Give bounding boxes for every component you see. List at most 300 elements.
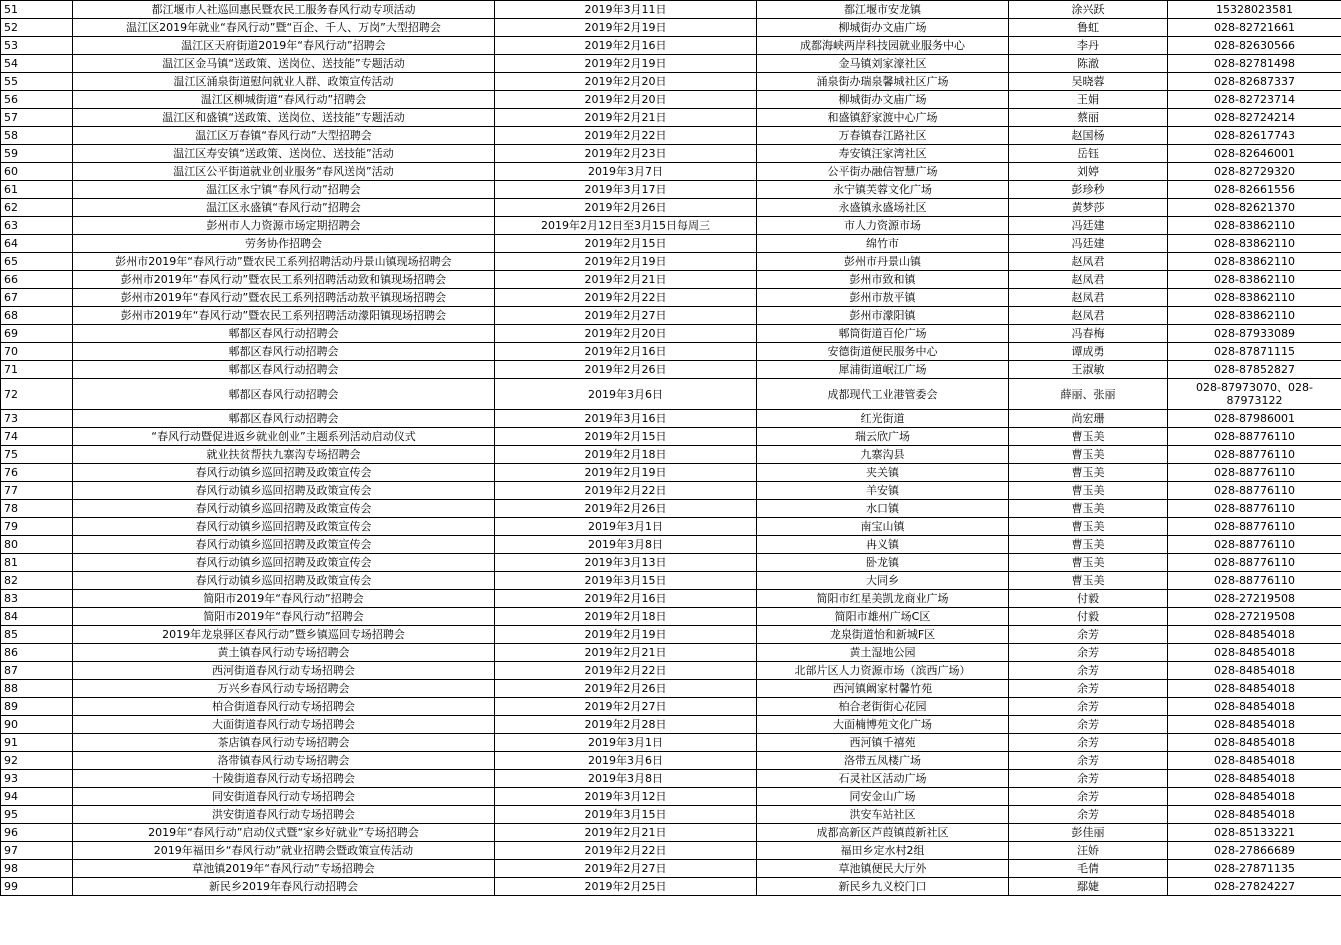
phone-cell: 028-27871135 [1168,860,1341,878]
event-date-cell: 2019年2月20日 [495,91,757,109]
venue-cell: 和盛镇舒家渡中心广场 [757,109,1009,127]
contact-person-cell: 鲁虹 [1009,19,1168,37]
row-number-cell: 91 [1,734,73,752]
venue-cell: 草池镇便民大厅外 [757,860,1009,878]
contact-person-cell: 付毅 [1009,608,1168,626]
contact-person-cell: 岳钰 [1009,145,1168,163]
table-row [1,73,1341,91]
row-number-cell: 83 [1,590,73,608]
contact-person-cell: 余芳 [1009,752,1168,770]
contact-person-cell: 余芳 [1009,698,1168,716]
event-name-cell: 春风行动镇乡巡回招聘及政策宣传会 [73,464,495,482]
venue-cell: 成都现代工业港管委会 [757,379,1009,410]
table-body [1,1,1341,896]
venue-cell: 寿安镇汪家湾社区 [757,145,1009,163]
event-name-cell: “春风行动暨促进返乡就业创业”主题系列活动启动仪式 [73,428,495,446]
venue-cell: 安德街道便民服务中心 [757,343,1009,361]
table-row [1,253,1341,271]
event-date-cell: 2019年3月6日 [495,379,757,410]
table-row [1,343,1341,361]
contact-person-cell: 余芳 [1009,788,1168,806]
row-number-cell: 61 [1,181,73,199]
row-number-cell: 78 [1,500,73,518]
venue-cell: 瑞云欣广场 [757,428,1009,446]
table-row [1,752,1341,770]
contact-person-cell: 涂兴跃 [1009,1,1168,19]
venue-cell: 西河镇千禧苑 [757,734,1009,752]
phone-cell: 028-84854018 [1168,698,1341,716]
row-number-cell: 87 [1,662,73,680]
event-date-cell: 2019年2月25日 [495,878,757,896]
row-number-cell: 73 [1,410,73,428]
row-number-cell: 97 [1,842,73,860]
contact-person-cell: 冯廷建 [1009,217,1168,235]
event-name-cell: 2019年“春风行动”启动仪式暨“家乡好就业”专场招聘会 [73,824,495,842]
venue-cell: 简阳市雄州广场C区 [757,608,1009,626]
table-row [1,770,1341,788]
table-row [1,127,1341,145]
venue-cell: 犀浦街道岷江广场 [757,361,1009,379]
table-row [1,824,1341,842]
venue-cell: 万春镇春江路社区 [757,127,1009,145]
venue-cell: 柳城街办文庙广场 [757,19,1009,37]
venue-cell: 彭州市致和镇 [757,271,1009,289]
event-name-cell: 温江区天府街道2019年“春风行动”招聘会 [73,37,495,55]
table-row [1,644,1341,662]
row-number-cell: 56 [1,91,73,109]
venue-cell: 市人力资源市场 [757,217,1009,235]
event-date-cell: 2019年2月21日 [495,109,757,127]
event-name-cell: 温江区寿安镇“送政策、送岗位、送技能”活动 [73,145,495,163]
row-number-cell: 79 [1,518,73,536]
event-date-cell: 2019年3月1日 [495,518,757,536]
row-number-cell: 66 [1,271,73,289]
venue-cell: 简阳市红星美凯龙商业广场 [757,590,1009,608]
event-name-cell: 黄土镇春风行动专场招聘会 [73,644,495,662]
phone-cell: 028-83862110 [1168,235,1341,253]
event-name-cell: 春风行动镇乡巡回招聘及政策宣传会 [73,500,495,518]
contact-person-cell: 谭成勇 [1009,343,1168,361]
phone-cell: 028-85133221 [1168,824,1341,842]
phone-cell: 028-84854018 [1168,716,1341,734]
contact-person-cell: 刘婷 [1009,163,1168,181]
table-row [1,361,1341,379]
venue-cell: 北部片区人力资源市场（滨西广场） [757,662,1009,680]
row-number-cell: 52 [1,19,73,37]
venue-cell: 冉义镇 [757,536,1009,554]
table-row [1,500,1341,518]
venue-cell: 黄土湿地公园 [757,644,1009,662]
phone-cell: 028-82781498 [1168,55,1341,73]
table-row [1,842,1341,860]
event-name-cell: 2019年福田乡“春风行动”就业招聘会暨政策宣传活动 [73,842,495,860]
table-row [1,608,1341,626]
table-row [1,536,1341,554]
phone-cell: 028-84854018 [1168,806,1341,824]
phone-cell: 028-88776110 [1168,446,1341,464]
event-name-cell: 春风行动镇乡巡回招聘及政策宣传会 [73,554,495,572]
event-name-cell: 温江区2019年就业“春风行动”暨“百企、千人、万岗”大型招聘会 [73,19,495,37]
event-name-cell: 郫都区春风行动招聘会 [73,410,495,428]
event-name-cell: 春风行动镇乡巡回招聘及政策宣传会 [73,482,495,500]
phone-cell: 028-27219508 [1168,590,1341,608]
contact-person-cell: 付毅 [1009,590,1168,608]
venue-cell: 彭州市敖平镇 [757,289,1009,307]
phone-cell: 028-88776110 [1168,554,1341,572]
event-name-cell: 温江区万春镇“春风行动”大型招聘会 [73,127,495,145]
venue-cell: 永盛镇永盛场社区 [757,199,1009,217]
phone-cell: 028-82721661 [1168,19,1341,37]
event-name-cell: 温江区柳城街道“春风行动”招聘会 [73,91,495,109]
table-row [1,145,1341,163]
event-date-cell: 2019年3月8日 [495,536,757,554]
venue-cell: 成都高新区芦葭镇葭新社区 [757,824,1009,842]
venue-cell: 水口镇 [757,500,1009,518]
event-date-cell: 2019年3月11日 [495,1,757,19]
phone-cell: 028-87852827 [1168,361,1341,379]
event-date-cell: 2019年2月12日至3月15日每周三 [495,217,757,235]
event-date-cell: 2019年2月23日 [495,145,757,163]
phone-cell: 15328023581 [1168,1,1341,19]
row-number-cell: 98 [1,860,73,878]
table-row [1,217,1341,235]
table-row [1,446,1341,464]
venue-cell: 绵竹市 [757,235,1009,253]
event-name-cell: 大面街道春风行动专场招聘会 [73,716,495,734]
event-name-cell: 就业扶贫帮扶九寨沟专场招聘会 [73,446,495,464]
table-row [1,379,1341,410]
row-number-cell: 63 [1,217,73,235]
event-name-cell: 春风行动镇乡巡回招聘及政策宣传会 [73,536,495,554]
table-row [1,235,1341,253]
venue-cell: 金马镇刘家濠社区 [757,55,1009,73]
row-number-cell: 62 [1,199,73,217]
event-date-cell: 2019年2月20日 [495,73,757,91]
row-number-cell: 70 [1,343,73,361]
event-date-cell: 2019年2月19日 [495,55,757,73]
contact-person-cell: 余芳 [1009,680,1168,698]
venue-cell: 九寨沟县 [757,446,1009,464]
venue-cell: 涌泉街办瑞泉馨城社区广场 [757,73,1009,91]
phone-cell: 028-27866689 [1168,842,1341,860]
row-number-cell: 75 [1,446,73,464]
phone-cell: 028-83862110 [1168,289,1341,307]
event-date-cell: 2019年2月19日 [495,253,757,271]
contact-person-cell: 曹玉美 [1009,446,1168,464]
phone-cell: 028-84854018 [1168,734,1341,752]
contact-person-cell: 赵凤君 [1009,253,1168,271]
venue-cell: 同安金山广场 [757,788,1009,806]
phone-cell: 028-82617743 [1168,127,1341,145]
row-number-cell: 64 [1,235,73,253]
contact-person-cell: 汪娇 [1009,842,1168,860]
event-name-cell: 洛带镇春风行动专场招聘会 [73,752,495,770]
contact-person-cell: 余芳 [1009,644,1168,662]
contact-person-cell: 曹玉美 [1009,554,1168,572]
event-name-cell: 温江区金马镇“送政策、送岗位、送技能”专题活动 [73,55,495,73]
row-number-cell: 80 [1,536,73,554]
row-number-cell: 53 [1,37,73,55]
contact-person-cell: 赵国杨 [1009,127,1168,145]
row-number-cell: 89 [1,698,73,716]
table-row [1,806,1341,824]
contact-person-cell: 彭佳丽 [1009,824,1168,842]
event-date-cell: 2019年3月8日 [495,770,757,788]
table-row [1,698,1341,716]
event-name-cell: 西河街道春风行动专场招聘会 [73,662,495,680]
event-name-cell: 简阳市2019年“春风行动”招聘会 [73,590,495,608]
phone-cell: 028-84854018 [1168,644,1341,662]
row-number-cell: 94 [1,788,73,806]
table-row [1,464,1341,482]
phone-cell: 028-82621370 [1168,199,1341,217]
contact-person-cell: 曹玉美 [1009,572,1168,590]
table-row [1,1,1341,19]
table-row [1,788,1341,806]
event-date-cell: 2019年2月22日 [495,662,757,680]
event-date-cell: 2019年2月28日 [495,716,757,734]
event-name-cell: 郫都区春风行动招聘会 [73,361,495,379]
contact-person-cell: 曹玉美 [1009,464,1168,482]
venue-cell: 石灵社区活动广场 [757,770,1009,788]
venue-cell: 郫筒街道百伦广场 [757,325,1009,343]
event-date-cell: 2019年3月13日 [495,554,757,572]
table-row [1,734,1341,752]
phone-cell: 028-87933089 [1168,325,1341,343]
phone-cell: 028-27219508 [1168,608,1341,626]
contact-person-cell: 蔡丽 [1009,109,1168,127]
contact-person-cell: 曹玉美 [1009,428,1168,446]
phone-cell: 028-87973070、028-87973122 [1168,379,1341,410]
venue-cell: 南宝山镇 [757,518,1009,536]
row-number-cell: 69 [1,325,73,343]
contact-person-cell: 余芳 [1009,734,1168,752]
phone-cell: 028-88776110 [1168,500,1341,518]
event-name-cell: 彭州市2019年“春风行动”暨农民工系列招聘活动濛阳镇现场招聘会 [73,307,495,325]
row-number-cell: 57 [1,109,73,127]
phone-cell: 028-83862110 [1168,217,1341,235]
event-date-cell: 2019年2月16日 [495,343,757,361]
event-name-cell: 新民乡2019年春风行动招聘会 [73,878,495,896]
event-name-cell: 郫都区春风行动招聘会 [73,325,495,343]
event-date-cell: 2019年2月22日 [495,289,757,307]
row-number-cell: 99 [1,878,73,896]
phone-cell: 028-88776110 [1168,572,1341,590]
row-number-cell: 72 [1,379,73,410]
event-name-cell: 彭州市2019年“春风行动”暨农民工系列招聘活动敖平镇现场招聘会 [73,289,495,307]
event-date-cell: 2019年2月16日 [495,37,757,55]
event-date-cell: 2019年2月19日 [495,19,757,37]
row-number-cell: 74 [1,428,73,446]
row-number-cell: 59 [1,145,73,163]
event-name-cell: 草池镇2019年“春风行动”专场招聘会 [73,860,495,878]
event-date-cell: 2019年2月20日 [495,325,757,343]
event-name-cell: 十陵街道春风行动专场招聘会 [73,770,495,788]
row-number-cell: 58 [1,127,73,145]
event-date-cell: 2019年2月27日 [495,860,757,878]
venue-cell: 洪安车站社区 [757,806,1009,824]
phone-cell: 028-82687337 [1168,73,1341,91]
contact-person-cell: 鄢婕 [1009,878,1168,896]
phone-cell: 028-88776110 [1168,518,1341,536]
event-date-cell: 2019年2月27日 [495,698,757,716]
event-date-cell: 2019年2月22日 [495,482,757,500]
phone-cell: 028-82646001 [1168,145,1341,163]
venue-cell: 公平街办融信智慧广场 [757,163,1009,181]
event-name-cell: 劳务协作招聘会 [73,235,495,253]
table-row [1,163,1341,181]
event-name-cell: 都江堰市人社巡回惠民暨农民工服务春风行动专项活动 [73,1,495,19]
contact-person-cell: 王娟 [1009,91,1168,109]
venue-cell: 红光街道 [757,410,1009,428]
phone-cell: 028-82723714 [1168,91,1341,109]
phone-cell: 028-84854018 [1168,662,1341,680]
phone-cell: 028-27824227 [1168,878,1341,896]
contact-person-cell: 曹玉美 [1009,482,1168,500]
venue-cell: 西河镇阚家村馨竹苑 [757,680,1009,698]
row-number-cell: 96 [1,824,73,842]
row-number-cell: 92 [1,752,73,770]
row-number-cell: 90 [1,716,73,734]
phone-cell: 028-83862110 [1168,271,1341,289]
phone-cell: 028-83862110 [1168,307,1341,325]
phone-cell: 028-82729320 [1168,163,1341,181]
venue-cell: 都江堰市安龙镇 [757,1,1009,19]
row-number-cell: 81 [1,554,73,572]
event-date-cell: 2019年3月7日 [495,163,757,181]
contact-person-cell: 尚宏珊 [1009,410,1168,428]
phone-cell: 028-83862110 [1168,253,1341,271]
event-name-cell: 温江区涌泉街道慰问就业人群、政策宣传活动 [73,73,495,91]
row-number-cell: 55 [1,73,73,91]
contact-person-cell: 曹玉美 [1009,536,1168,554]
contact-person-cell: 赵凤君 [1009,307,1168,325]
event-name-cell: 彭州市2019年“春风行动”暨农民工系列招聘活动致和镇现场招聘会 [73,271,495,289]
event-name-cell: 茶店镇春风行动专场招聘会 [73,734,495,752]
table-row [1,271,1341,289]
event-name-cell: 郫都区春风行动招聘会 [73,379,495,410]
table-row [1,199,1341,217]
contact-person-cell: 吴晓蓉 [1009,73,1168,91]
table-row [1,289,1341,307]
event-date-cell: 2019年2月15日 [495,428,757,446]
venue-cell: 夹关镇 [757,464,1009,482]
phone-cell: 028-87986001 [1168,410,1341,428]
event-name-cell: 彭州市人力资源市场定期招聘会 [73,217,495,235]
event-name-cell: 彭州市2019年“春风行动”暨农民工系列招聘活动丹景山镇现场招聘会 [73,253,495,271]
table-row [1,572,1341,590]
contact-person-cell: 李丹 [1009,37,1168,55]
contact-person-cell: 赵凤君 [1009,271,1168,289]
table-row [1,482,1341,500]
event-date-cell: 2019年2月16日 [495,590,757,608]
table-row [1,428,1341,446]
event-date-cell: 2019年2月18日 [495,608,757,626]
event-date-cell: 2019年3月6日 [495,752,757,770]
phone-cell: 028-84854018 [1168,680,1341,698]
contact-person-cell: 黄梦莎 [1009,199,1168,217]
phone-cell: 028-88776110 [1168,428,1341,446]
event-date-cell: 2019年2月26日 [495,361,757,379]
venue-cell: 成都海峡两岸科技园就业服务中心 [757,37,1009,55]
event-date-cell: 2019年2月15日 [495,235,757,253]
phone-cell: 028-88776110 [1168,482,1341,500]
row-number-cell: 71 [1,361,73,379]
venue-cell: 洛带五凤楼广场 [757,752,1009,770]
contact-person-cell: 曹玉美 [1009,500,1168,518]
event-date-cell: 2019年2月19日 [495,626,757,644]
phone-cell: 028-84854018 [1168,626,1341,644]
row-number-cell: 95 [1,806,73,824]
row-number-cell: 51 [1,1,73,19]
contact-person-cell: 王淑敏 [1009,361,1168,379]
venue-cell: 大同乡 [757,572,1009,590]
contact-person-cell: 余芳 [1009,806,1168,824]
contact-person-cell: 余芳 [1009,770,1168,788]
event-name-cell: 郫都区春风行动招聘会 [73,343,495,361]
event-name-cell: 简阳市2019年“春风行动”招聘会 [73,608,495,626]
event-date-cell: 2019年2月21日 [495,824,757,842]
table-row [1,55,1341,73]
table-row [1,680,1341,698]
contact-person-cell: 薛丽、张丽 [1009,379,1168,410]
venue-cell: 大面楠博苑文化广场 [757,716,1009,734]
event-date-cell: 2019年2月26日 [495,680,757,698]
event-date-cell: 2019年2月21日 [495,271,757,289]
event-date-cell: 2019年2月19日 [495,464,757,482]
contact-person-cell: 陈澈 [1009,55,1168,73]
row-number-cell: 54 [1,55,73,73]
row-number-cell: 86 [1,644,73,662]
table-row [1,518,1341,536]
table-row [1,662,1341,680]
venue-cell: 彭州市濛阳镇 [757,307,1009,325]
venue-cell: 龙泉街道怡和新城F区 [757,626,1009,644]
table-row [1,307,1341,325]
event-name-cell: 柏合街道春风行动专场招聘会 [73,698,495,716]
table-row [1,325,1341,343]
row-number-cell: 65 [1,253,73,271]
table-row [1,590,1341,608]
event-date-cell: 2019年3月15日 [495,572,757,590]
contact-person-cell: 冯廷建 [1009,235,1168,253]
contact-person-cell: 余芳 [1009,662,1168,680]
event-name-cell: 温江区和盛镇“送政策、送岗位、送技能”专题活动 [73,109,495,127]
row-number-cell: 60 [1,163,73,181]
event-name-cell: 万兴乡春风行动专场招聘会 [73,680,495,698]
phone-cell: 028-84854018 [1168,770,1341,788]
event-name-cell: 温江区永宁镇“春风行动”招聘会 [73,181,495,199]
event-date-cell: 2019年2月18日 [495,446,757,464]
event-name-cell: 春风行动镇乡巡回招聘及政策宣传会 [73,518,495,536]
event-name-cell: 2019年龙泉驿区春风行动”暨乡镇巡回专场招聘会 [73,626,495,644]
event-date-cell: 2019年2月26日 [495,500,757,518]
row-number-cell: 84 [1,608,73,626]
table-row [1,109,1341,127]
event-date-cell: 2019年2月26日 [495,199,757,217]
event-name-cell: 洪安街道春风行动专场招聘会 [73,806,495,824]
event-date-cell: 2019年3月17日 [495,181,757,199]
venue-cell: 永宁镇芙蓉文化广场 [757,181,1009,199]
row-number-cell: 77 [1,482,73,500]
table-row [1,554,1341,572]
contact-person-cell: 余芳 [1009,716,1168,734]
event-date-cell: 2019年2月22日 [495,842,757,860]
contact-person-cell: 冯春梅 [1009,325,1168,343]
phone-cell: 028-82630566 [1168,37,1341,55]
row-number-cell: 68 [1,307,73,325]
phone-cell: 028-82724214 [1168,109,1341,127]
